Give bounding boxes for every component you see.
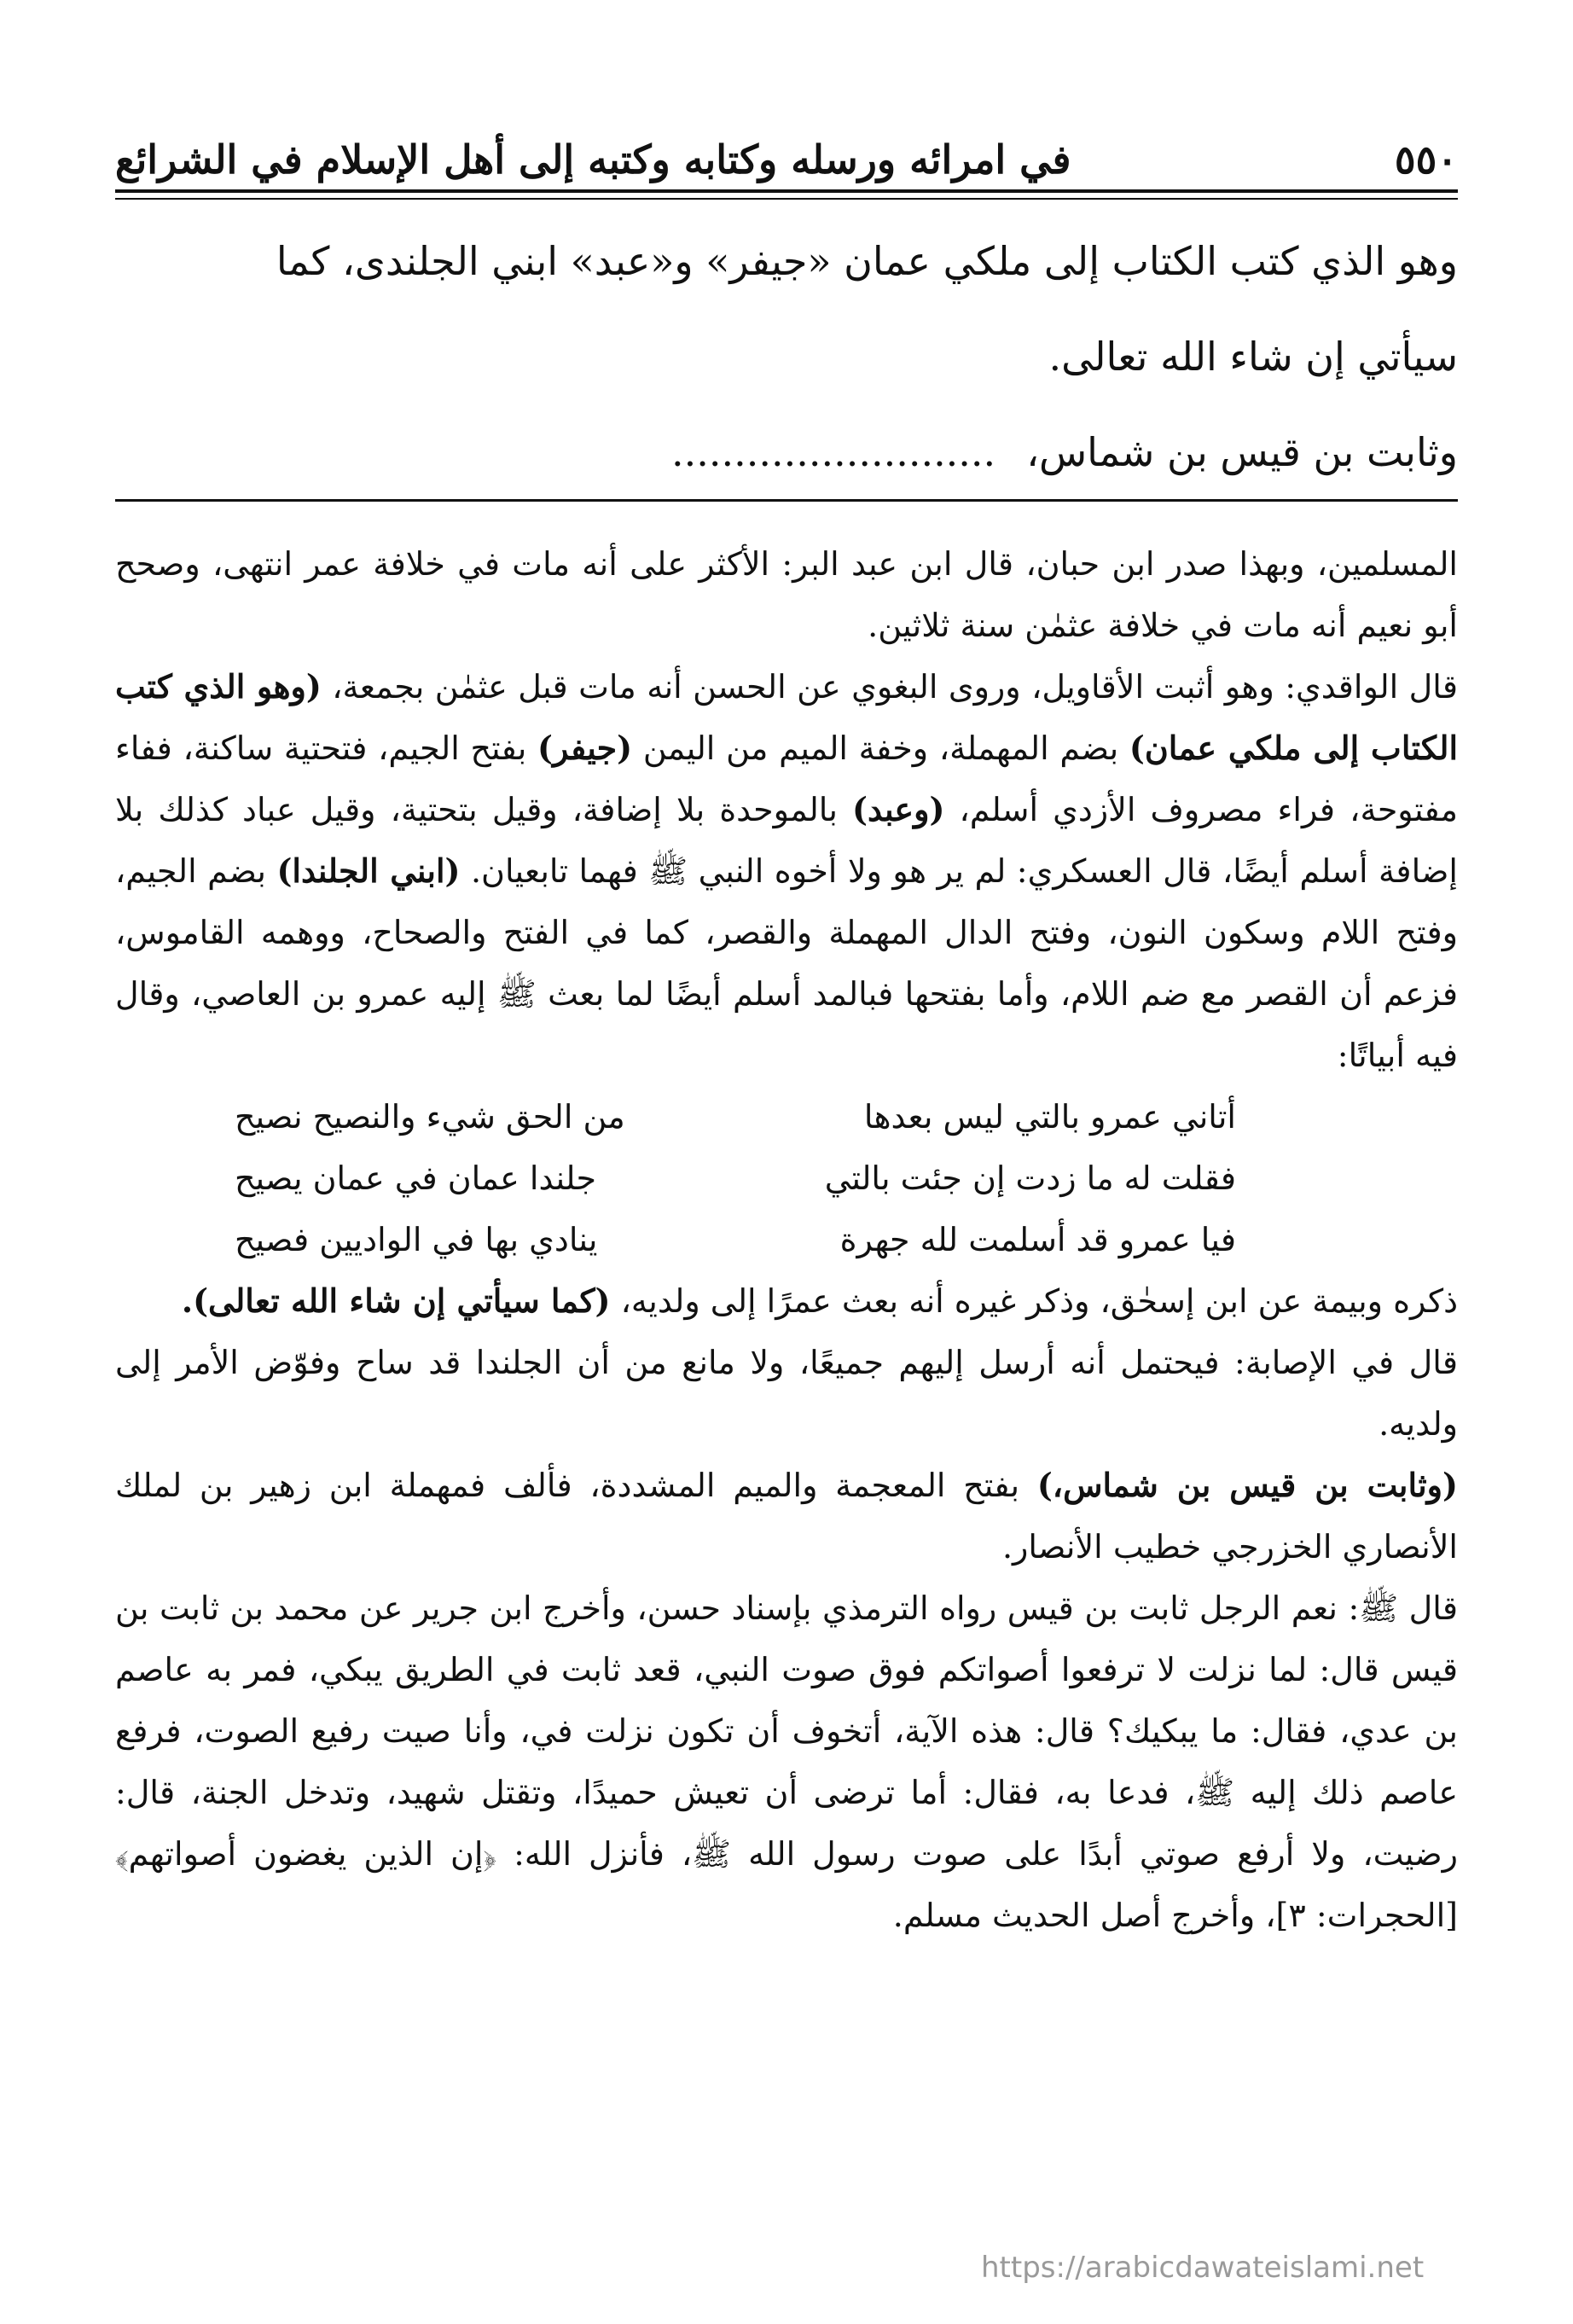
page-number: ٥٥٠ bbox=[1394, 137, 1458, 183]
verse-second-hemistich: جلندا عمان في عمان يصيح bbox=[235, 1159, 596, 1197]
commentary-para-2 bbox=[115, 656, 1458, 1086]
verse-first-hemistich: أتاني عمرو بالتي ليس بعدها bbox=[863, 1098, 1236, 1136]
commentary-para-5 bbox=[115, 1455, 1458, 1577]
header-rule-thick bbox=[115, 189, 1458, 193]
commentary-para-5-b: بفتح المعجمة والميم المشددة، فألف فمهملة ابن زهير بن لملك الأنصاري الخزرجي خطيب الأنصار. bbox=[115, 1467, 1458, 1566]
verse-second-hemistich: من الحق شيء والنصيح نصيح bbox=[235, 1098, 625, 1136]
commentary-para-2-a: قال الواقدي: وهو أثبت الأقاويل، وروى البغوي عن الحسن أنه مات قبل عثمٰن بجمعة، bbox=[332, 668, 1458, 706]
main-line-2: سيأتي إن شاء الله تعالى. bbox=[1048, 334, 1458, 380]
section-divider bbox=[115, 499, 1458, 502]
running-title: في امرائه ورسله وكتابه وكتبه إلى أهل الإسلام في الشرائع bbox=[115, 137, 1071, 183]
quote-kama-sayati: (كما سيأتي إن شاء الله تعالى). bbox=[181, 1281, 611, 1320]
quote-thabit: (وثابت بن قيس بن شماس،) bbox=[1036, 1466, 1458, 1504]
quote-julanda: (ابني الجلندا) bbox=[276, 851, 461, 890]
main-line-1: وهو الذي كتب الكتاب إلى ملكي عمان «جيفر» و«عبد» ابني الجلندى، كما bbox=[276, 238, 1458, 284]
continuation-dots: .......................... bbox=[671, 429, 996, 475]
commentary-text bbox=[115, 533, 1458, 1946]
quote-abd: (وعبد) bbox=[852, 790, 945, 828]
quote-jayfar: (جيفر) bbox=[537, 729, 633, 767]
commentary-para-2-g: بالموحدة بلا إضافة، وقيل بتحتية، وقيل عباد كذلك بلا إضافة أسلم أيضًا، قال العسكري: لم ير هو ولا أخوه النبي ﷺ فهما تابعيان. bbox=[115, 791, 1458, 890]
poem bbox=[115, 1086, 1458, 1270]
header-rule-thin bbox=[115, 198, 1458, 200]
commentary-para-4: قال في الإصابة: فيحتمل أنه أرسل إليهم جميعًا، ولا مانع من أن الجلندا قد ساح وفوّض الأمر إلى ولديه. bbox=[115, 1344, 1458, 1443]
commentary-para-2-i: بضم الجيم، وفتح اللام وسكون النون، وفتح الدال المهملة والقصر، كما في الفتح والصحاح، ووهمه القاموس، فزعم أن القصر مع ضم اللام، وأما بفتحها فبالمد أسلم أيضًا لما بعث ﷺ إليه عمرو بن العاصي، وقال فيه أبياتًا: bbox=[115, 852, 1458, 1074]
verse bbox=[235, 1147, 1236, 1209]
commentary-para-2-e: بفتح الجيم، فتحتية ساكنة، ففاء مفتوحة، فراء مصروف الأزدي أسلم، bbox=[115, 729, 1458, 828]
commentary-para-1: المسلمين، وبهذا صدر ابن حبان، قال ابن عبد البر: الأكثر على أنه مات في خلافة عمر انتهى، وصحح أبو نعيم أنه مات في خلافة عثمٰن سنة ثلاثين. bbox=[115, 545, 1458, 644]
commentary-para-3-a: ذكره وبيمة عن ابن إسحٰق، وذكر غيره أنه بعث عمرًا إلى ولديه، bbox=[610, 1282, 1458, 1320]
verse-second-hemistich: ينادي بها في الواديين فصيح bbox=[235, 1221, 598, 1258]
verse bbox=[235, 1209, 1236, 1270]
running-header bbox=[115, 111, 1458, 183]
verse-first-hemistich: فقلت له ما زدت إن جئت بالتي bbox=[824, 1159, 1236, 1197]
main-line-3 bbox=[115, 404, 1458, 500]
verse-first-hemistich: فيا عمرو قد أسلمت لله جهرة bbox=[839, 1221, 1236, 1258]
commentary-para-6: قال ﷺ: نعم الرجل ثابت بن قيس رواه الترمذي بإسناد حسن، وأخرج ابن جرير عن محمد بن ثابت بن قيس قال: لما نزلت لا ترفعوا أصواتكم فوق صوت النبي، قعد ثابت في الطريق يبكي، فمر به عاصم بن عدي، فقال: ما يبكيك؟ قال: هذه الآية، أتخوف أن تكون نزلت في، وأنا صيت رفيع الصوت، فرفع عاصم ذلك إليه ﷺ، فدعا به، فقال: أما ترضى أن تعيش حميدًا، وتقتل شهيد، وتدخل الجنة، قال: رضيت، ولا أرفع صوتي أبدًا على صوت رسول الله ﷺ، فأنزل الله: ﴿إن الذين يغضون أصواتهم﴾ [الحجرات: ٣]، وأخرج أصل الحديث مسلم. bbox=[115, 1589, 1458, 1934]
main-text bbox=[115, 213, 1458, 500]
quote-wahuwa: (وهو الذي كتب الكتاب إلى ملكي عمان) bbox=[115, 667, 1458, 767]
main-line-3-text: وثابت بن قيس بن شماس، bbox=[1026, 429, 1458, 475]
commentary-para-2-c: بضم المهملة، وخفة الميم من اليمن bbox=[632, 729, 1129, 767]
commentary-para-3 bbox=[115, 1270, 1458, 1332]
verse bbox=[235, 1086, 1236, 1147]
watermark-url: https://arabicdawateislami.net bbox=[981, 2251, 1425, 2285]
